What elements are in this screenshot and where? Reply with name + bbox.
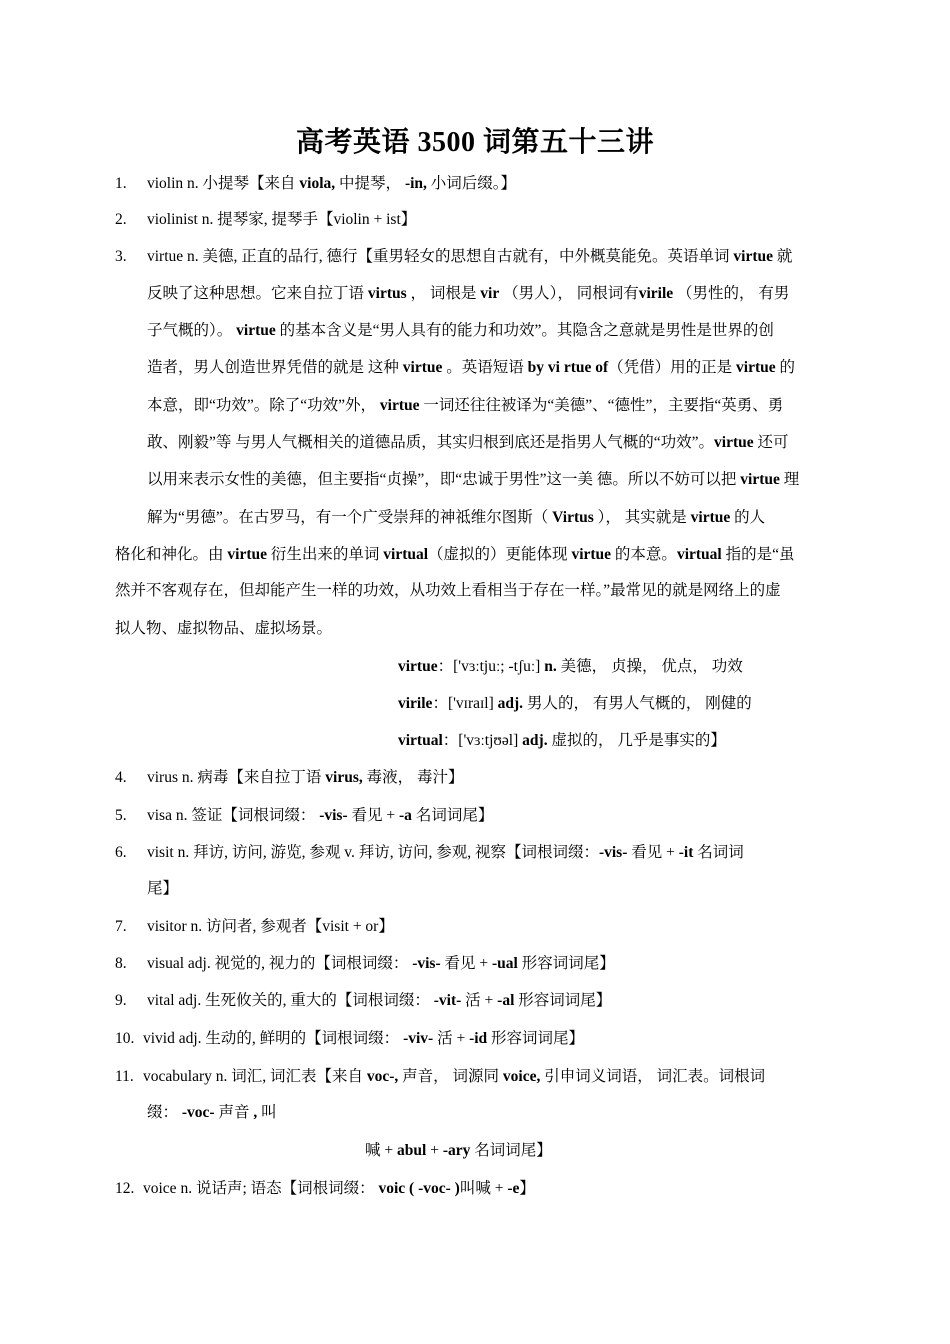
item-number: 4. [115, 769, 127, 786]
entry-text-line: 敢、刚毅”等 与男人气概相关的道德品质，其实归根到底还是指男人气概的“功效”。virtue 还可 [147, 434, 789, 451]
item-number: 11. [115, 1068, 134, 1085]
entry-text-line: vivid adj. 生动的, 鲜明的【词根词缀： -viv- 活 + -id 形容词词尾】 [143, 1030, 585, 1047]
entry-text-line: 格化和神化。由 virtue 衍生出来的单词 virtual（虚拟的）更能体现 virtue 的本意。virtual 指的是“虽 [115, 546, 795, 563]
entry-text-line: vital adj. 生死攸关的, 重大的【词根词缀： -vit- 活 + -al 形容词词尾】 [147, 992, 612, 1009]
entry-text-line: 反映了这种思想。它来自拉丁语 virtus ， 词根是 vir （男人）， 同根词有virile （男性的， 有男 [147, 285, 790, 302]
entry-text-line: 尾】 [147, 880, 179, 897]
entry-text-line: violin n. 小提琴【来自 viola, 中提琴， -in, 小词后缀。】 [147, 175, 517, 192]
entry-text-line: 拟人物、虚拟物品、虚拟场景。 [115, 620, 333, 637]
entry-text-line: 解为“男德”。在古罗马，有一个广受崇拜的神祗维尔图斯（ Virtus ）， 其实就是 virtue 的人 [147, 509, 766, 526]
entry-text-line: 本意，即“功效”。除了“功效”外， virtue 一词还往往被译为“美德”、“德性”，主要指“英勇、勇 [147, 397, 784, 414]
entry-text-line: virtue n. 美德, 正直的品行, 德行【重男轻女的思想自古就有，中外概莫能免。英语单词 virtue 就 [147, 248, 793, 265]
entry-text-line: 以用来表示女性的美德，但主要指“贞操”，即“忠诚于男性”这一美 德。所以不妨可以把 virtue 理 [147, 471, 800, 488]
item-number: 6. [115, 844, 127, 861]
entry-text-line: virile：['vɪraɪl] adj. 男人的， 有男人气概的， 刚健的 [398, 695, 752, 712]
item-number: 8. [115, 955, 127, 972]
item-number: 9. [115, 992, 127, 1009]
entry-text-line: 喊 + abul + -ary 名词词尾】 [365, 1142, 552, 1159]
item-number: 2. [115, 211, 127, 228]
entry-text-line: vocabulary n. 词汇, 词汇表【来自 voc-, 声音， 词源同 voice, 引申词义词语， 词汇表。词根词 [143, 1068, 766, 1085]
entry-text-line: violinist n. 提琴家, 提琴手【violin + ist】 [147, 211, 417, 228]
entry-text-line: 造者，男人创造世界凭借的就是 这种 virtue 。英语短语 by vi rtue of（凭借）用的正是 virtue 的 [147, 359, 796, 376]
item-number: 1. [115, 175, 127, 192]
item-number: 5. [115, 807, 127, 824]
item-number: 12. [115, 1180, 135, 1197]
entry-text-line: voice n. 说话声; 语态【词根词缀： voic ( -voc- )叫喊 + -e】 [143, 1180, 535, 1197]
entry-text-line: virus n. 病毒【来自拉丁语 virus, 毒液， 毒汁】 [147, 769, 464, 786]
entry-text-line: visitor n. 访问者, 参观者【visit + or】 [147, 918, 394, 935]
entry-text-line: visa n. 签证【词根词缀： -vis- 看见 + -a 名词词尾】 [147, 807, 494, 824]
page-title: 高考英语 3500 词第五十三讲 [295, 127, 654, 158]
entry-text-line: virtual：['vɜːtjʊəl] adj. 虚拟的， 几乎是事实的】 [398, 732, 726, 749]
entry-text-line: visual adj. 视觉的, 视力的【词根词缀： -vis- 看见 + -ual 形容词词尾】 [147, 955, 615, 972]
item-number: 3. [115, 248, 127, 265]
entry-text-line: 子气概的）。 virtue 的基本含义是“男人具有的能力和功效”。其隐含之意就是男性是世界的创 [147, 322, 774, 339]
entry-text-line: 然并不客观存在，但却能产生一样的功效，从功效上看相当于存在一样。”最常见的就是网络上的虚 [115, 582, 781, 599]
item-number: 10. [115, 1030, 135, 1047]
entry-text-line: 缀： -voc- 声音 , 叫 [147, 1104, 277, 1121]
entry-text-line: visit n. 拜访, 访问, 游览, 参观 v. 拜访, 访问, 参观, 视察【词根词缀：-vis- 看见 + -it 名词词 [147, 844, 744, 861]
item-number: 7. [115, 918, 127, 935]
entry-text-line: virtue：['vɜːtjuː; -tʃuː] n. 美德， 贞操， 优点， 功效 [398, 658, 743, 675]
